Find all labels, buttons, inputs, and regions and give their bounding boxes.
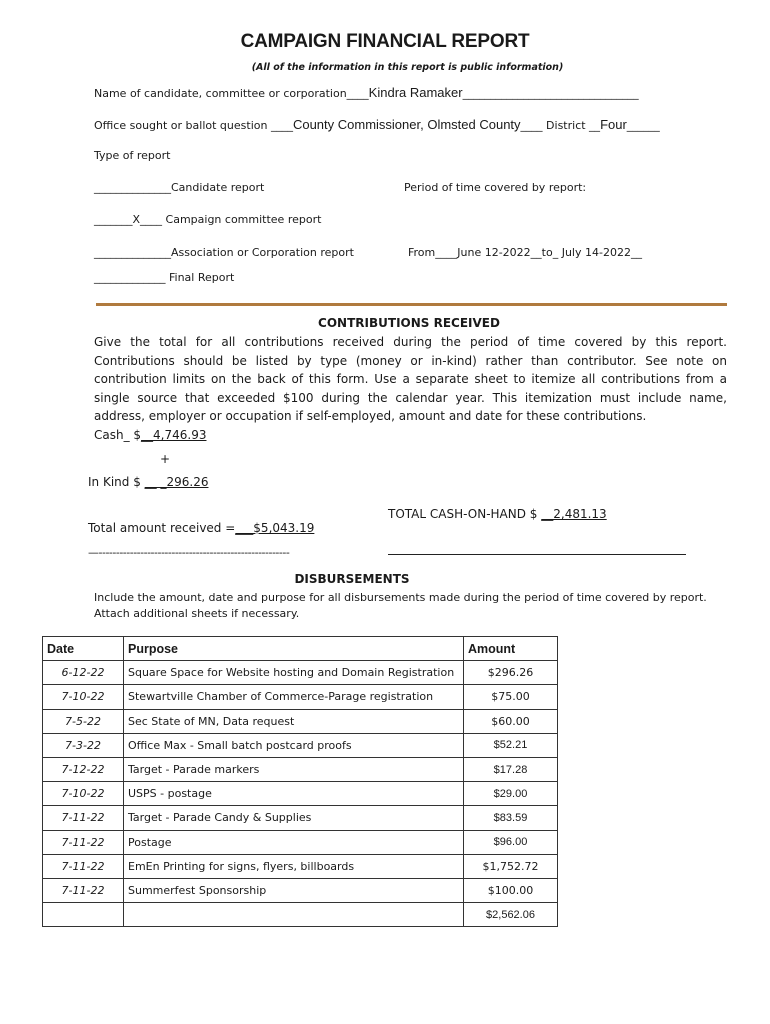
disbursements-instructions-1: Include the amount, date and purpose for all disbursements made during the period of time covered by report. [94,591,707,604]
disbursements-instructions-2: Attach additional sheets if necessary. [94,607,300,620]
page-title: CAMPAIGN FINANCIAL REPORT [240,31,530,52]
row-purpose: Postage [124,830,464,854]
row-amount: $75.00 [464,685,558,709]
row-purpose: Stewartville Chamber of Commerce-Parage registration [124,685,464,709]
disbursements-table [42,636,558,927]
district-trail: ______ [626,119,660,132]
cash-on-hand-label: TOTAL CASH-ON-HAND $ [388,507,542,521]
contributions-instructions: Give the total for all contributions received during the period of time covered by this report. Contributions should be listed by type (money or in-kind) rather than contributor. See note on contribution limits on the back of this form. Use a separate sheet to itemize all contributions from a single source that exceeded $100 during the calendar year. This itemization must include name, address, employer or occupation if self-employed, amount and date for these contributions. [94,335,727,423]
candidate-trail: ________________________________ [462,87,639,100]
office-row [94,117,660,132]
row-date: 7-11-22 [43,806,124,830]
table-header-row [43,637,558,661]
page-subtitle: (All of the information in this report is public information) [251,62,564,73]
row-amount: $296.26 [464,661,558,685]
district-value: Four [600,117,627,132]
row-amount: $96.00 [464,830,558,854]
table-total-row [43,903,558,927]
period-label: Period of time covered by report: [404,181,587,194]
row-amount: $29.00 [464,782,558,806]
table-row [43,830,558,854]
report-type-association: ______________Association or Corporation report [94,246,354,259]
table-row [43,878,558,902]
total-received-label: Total amount received = [88,521,236,535]
total-received-value: ___$5,043.19 [235,521,315,535]
office-label: Office sought or ballot question ____ [94,119,293,132]
table-row [43,709,558,733]
cash-row [94,428,206,442]
row-date: 7-5-22 [43,709,124,733]
table-row [43,757,558,781]
row-date: 7-11-22 [43,830,124,854]
row-date: 6-12-22 [43,661,124,685]
report-type-final: _____________ Final Report [94,271,235,284]
row-purpose: Target - Parade Candy & Supplies [124,806,464,830]
row-purpose: Sec State of MN, Data request [124,709,464,733]
table-row [43,685,558,709]
office-value: County Commissioner, Olmsted County [292,117,521,132]
table-row [43,854,558,878]
plus-sign: + [160,452,171,466]
row-amount: $100.00 [464,878,558,902]
table-row [43,806,558,830]
total-purpose-cell [124,903,464,927]
column-header-purpose: Purpose [124,637,464,661]
row-purpose: Square Space for Website hosting and Domain Registration [124,661,464,685]
cash-on-hand-value: __2,481.13 [541,507,607,521]
inkind-value: __ _296.26 [144,475,209,489]
row-amount: $83.59 [464,806,558,830]
row-purpose: USPS - postage [124,782,464,806]
signature-line [388,554,686,555]
contributions-heading: CONTRIBUTIONS RECEIVED [318,316,500,330]
row-date: 7-10-22 [43,782,124,806]
candidate-label: Name of candidate, committee or corporation____ [94,87,369,100]
row-date: 7-10-22 [43,685,124,709]
report-type-candidate: ______________Candidate report [94,181,265,194]
inkind-label: In Kind $ [88,475,145,489]
total-received-row [88,521,314,535]
row-purpose: EmEn Printing for signs, flyers, billboards [124,854,464,878]
row-amount: $1,752.72 [464,854,558,878]
report-type-label: Type of report [94,149,171,162]
table-row [43,661,558,685]
column-header-date: Date [43,637,124,661]
candidate-name: Kindra Ramaker [368,85,463,100]
table-row [43,782,558,806]
cash-value: __4,746.93 [141,428,207,442]
disbursements-heading: DISBURSEMENTS [294,572,410,586]
row-purpose: Target - Parade markers [124,757,464,781]
table-row [43,733,558,757]
inkind-row [88,475,208,489]
row-purpose: Summerfest Sponsorship [124,878,464,902]
row-date: 7-12-22 [43,757,124,781]
candidate-row [94,85,639,100]
row-date: 7-11-22 [43,878,124,902]
total-date-cell [43,903,124,927]
row-amount: $17.28 [464,757,558,781]
row-date: 7-11-22 [43,854,124,878]
row-date: 7-3-22 [43,733,124,757]
column-header-amount: Amount [464,637,558,661]
district-label: District __ [546,119,601,132]
row-purpose: Office Max - Small batch postcard proofs [124,733,464,757]
section-divider [96,303,727,306]
cash-on-hand-row [388,507,607,521]
office-mid: ____ [520,119,543,132]
signature-dash-line: —------------------------------------------------------- [88,546,290,559]
row-amount: $52.21 [464,733,558,757]
total-amount: $2,562.06 [464,903,558,927]
cash-label: Cash_ $ [94,428,142,442]
report-type-committee: _______X____ Campaign committee report [94,213,322,226]
row-amount: $60.00 [464,709,558,733]
period-range: From____June 12-2022__to_ July 14-2022__ [408,246,642,259]
